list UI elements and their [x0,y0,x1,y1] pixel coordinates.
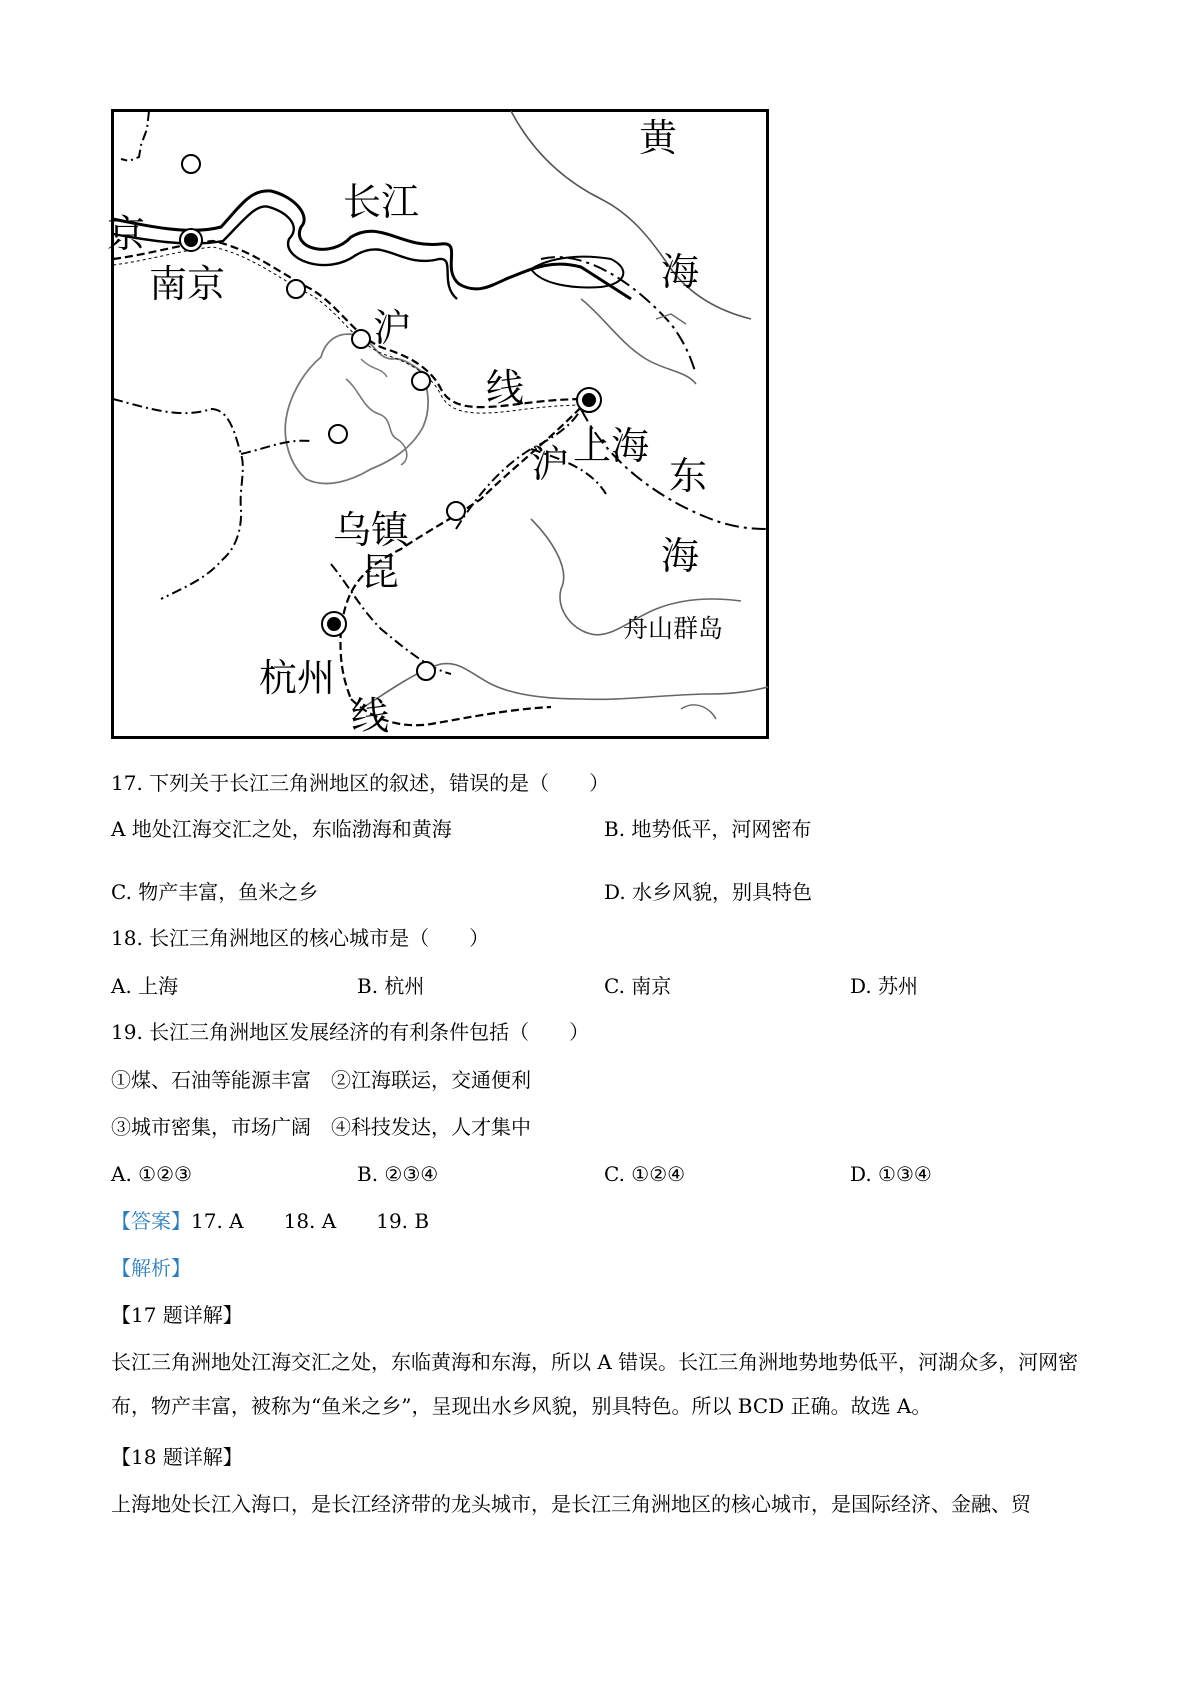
nanjing-marker [180,229,202,251]
answer-values: 17. A 18. A 19. B [191,1209,430,1233]
city-marker [287,280,305,298]
q19-option-c[interactable]: C. ①②④ [604,1162,686,1186]
label-huang: 黄 [639,116,678,160]
q19-option-d[interactable]: D. ①③④ [850,1162,932,1186]
city-marker [329,425,347,443]
q19-conditions-2: ③城市密集，市场广阔 ④科技发达，人才集中 [111,1115,531,1139]
label-nanjing: 南京 [149,262,226,306]
city-marker [182,155,200,173]
q19-conditions-1: ①煤、石油等能源丰富 ②江海联运，交通便利 [111,1068,531,1092]
yangtze-delta-map [107,109,769,739]
label-jing-edge: 京 [107,212,146,256]
city-marker [412,372,430,390]
label-kun: 昆 [361,550,400,594]
q19-stem: 19. 长江三角洲地区发展经济的有利条件包括（ ） [111,1020,590,1044]
q18-option-d[interactable]: D. 苏州 [850,974,919,998]
q17-option-d[interactable]: D. 水乡风貌，别具特色 [604,880,813,904]
q18-option-c[interactable]: C. 南京 [604,974,672,998]
map-svg [107,109,769,739]
city-marker [352,330,370,348]
hangzhou-marker [322,612,346,636]
q18-option-a[interactable]: A. 上海 [111,974,179,998]
q17-stem: 17. 下列关于长江三角洲地区的叙述，错误的是（ ） [111,771,610,795]
q19-option-a[interactable]: A. ①②③ [111,1162,192,1186]
label-hu2: 沪 [531,442,570,486]
city-marker [417,662,435,680]
label-xian2: 线 [351,694,390,738]
q19-option-b[interactable]: B. ②③④ [357,1162,439,1186]
q18-stem: 18. 长江三角洲地区的核心城市是（ ） [111,926,490,950]
detail18-text: 上海地处长江入海口，是长江经济带的龙头城市，是长江三角洲地区的核心城市，是国际经济、金融、贸 [111,1492,1031,1516]
detail18-heading: 【18 题详解】 [111,1445,243,1469]
label-zhoushan: 舟山群岛 [623,614,724,643]
answer-line [111,1208,429,1234]
q17-option-a[interactable]: A 地处江海交汇之处，东临渤海和黄海 [111,817,452,841]
label-wuzhen: 乌镇 [333,508,410,552]
answer-tag: 【答案】 [111,1209,191,1233]
label-hu1: 沪 [373,306,412,350]
label-changjiang: 长江 [343,180,420,224]
label-dong: 东 [669,454,708,498]
q18-option-b[interactable]: B. 杭州 [357,974,425,998]
label-hai-lower: 海 [661,534,700,578]
label-hai-upper: 海 [661,250,700,294]
shanghai-marker [577,388,601,412]
q17-option-b[interactable]: B. 地势低平，河网密布 [604,817,812,841]
q17-option-c[interactable]: C. 物产丰富，鱼米之乡 [111,880,319,904]
city-marker [447,502,465,520]
label-shanghai: 上海 [573,424,650,468]
detail17-heading: 【17 题详解】 [111,1303,243,1327]
map-frame [113,111,768,738]
detail17-text: 长江三角洲地处江海交汇之处，东临黄海和东海，所以 A 错误。长江三角洲地势地势低平，河湖众多，河网密布，物产丰富，被称为“鱼米之乡”，呈现出水乡风貌，别具特色。所以 BCD 正确。故选 A。 [111,1350,1079,1418]
label-xian1: 线 [486,366,525,410]
analysis-tag: 【解析】 [111,1256,191,1280]
label-hangzhou: 杭州 [259,656,336,700]
